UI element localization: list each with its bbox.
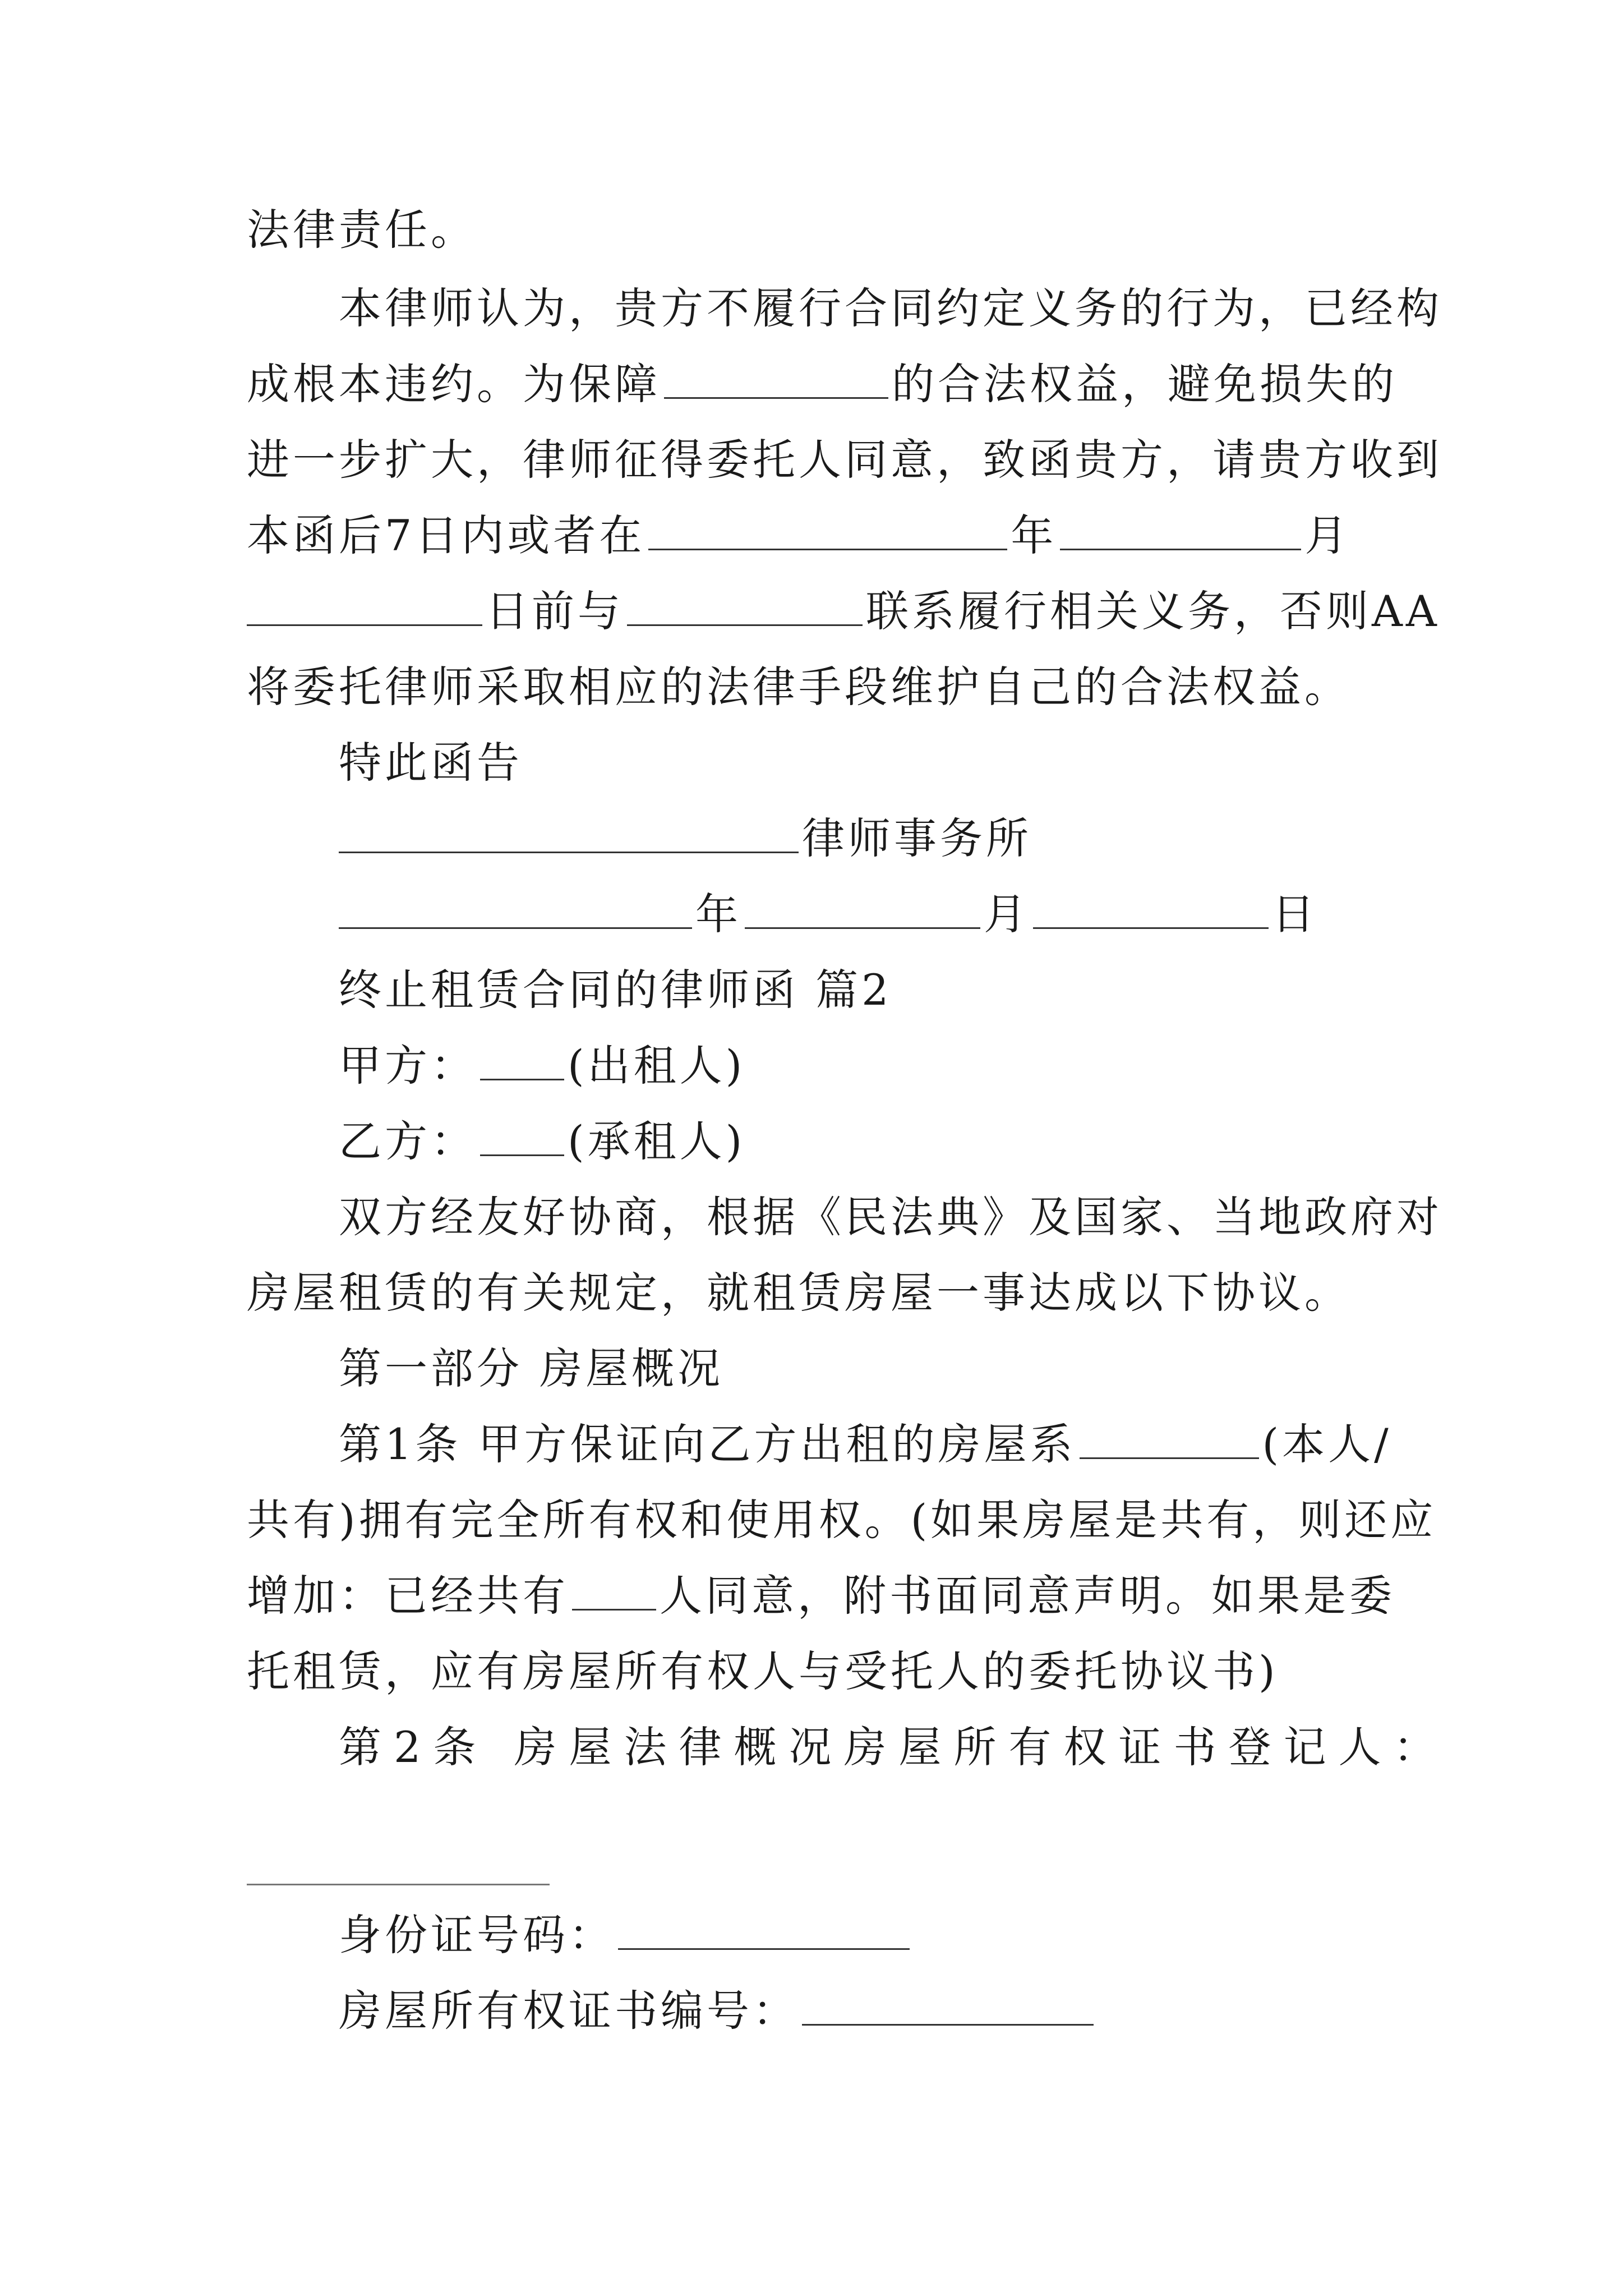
text-fragment: 日前与 bbox=[486, 586, 624, 636]
text-fragment: (出租人) bbox=[568, 1041, 746, 1091]
paragraph-line: 进一步扩大，律师征得委托人同意，致函贵方，请贵方收到 bbox=[247, 435, 1442, 485]
date-line bbox=[339, 884, 1385, 945]
fill-in-blank[interactable] bbox=[1033, 892, 1269, 929]
fill-in-blank[interactable] bbox=[1060, 514, 1301, 550]
text-fragment: 律师事务所 bbox=[802, 813, 1032, 863]
fill-in-blank[interactable] bbox=[480, 1044, 564, 1080]
text-fragment: 房屋所有权证书编号： bbox=[339, 1986, 799, 2036]
paragraph-line: 本律师认为，贵方不履行合同约定义务的行为，已经构 bbox=[339, 283, 1442, 333]
paragraph-line: 第2条 房屋法律概况房屋所有权证书登记人： bbox=[339, 1722, 1449, 1772]
paragraph-line: 房屋租赁的有关规定，就租赁房屋一事达成以下协议。 bbox=[247, 1268, 1350, 1318]
text-fragment: (承租人) bbox=[568, 1116, 746, 1166]
text-fragment: 年 bbox=[1011, 510, 1057, 560]
fill-in-blank[interactable] bbox=[339, 817, 799, 853]
paragraph-line bbox=[247, 353, 1398, 415]
paragraph-line bbox=[247, 505, 1385, 567]
paragraph-line: 双方经友好协商，根据《民法典》及国家、当地政府对 bbox=[339, 1192, 1442, 1242]
section-heading: 终止租赁合同的律师函 篇2 bbox=[339, 965, 892, 1015]
paragraph-line: 托租赁，应有房屋所有权人与受托人的委托协议书) bbox=[247, 1646, 1279, 1696]
fill-in-blank[interactable] bbox=[802, 1989, 1094, 2026]
fill-in-blank[interactable] bbox=[480, 1120, 564, 1156]
text-fragment: 月 bbox=[1304, 510, 1351, 560]
text-fragment: 成根本违约。为保障 bbox=[247, 359, 661, 409]
fill-in-blank[interactable] bbox=[1080, 1423, 1259, 1459]
text-fragment: 联系履行相关义务，否则AA bbox=[866, 586, 1440, 636]
paragraph-line: 法律责任。 bbox=[247, 205, 477, 255]
fill-in-blank[interactable] bbox=[664, 362, 888, 399]
fill-in-blank[interactable] bbox=[745, 892, 980, 929]
paragraph-line bbox=[339, 1904, 1385, 1966]
fill-in-blank[interactable] bbox=[618, 1913, 910, 1950]
fill-in-blank[interactable] bbox=[247, 1884, 550, 1885]
fill-in-blank[interactable] bbox=[247, 590, 482, 626]
section-heading: 第一部分 房屋概况 bbox=[339, 1343, 724, 1393]
text-fragment: 增加：已经共有 bbox=[247, 1571, 569, 1621]
paragraph-line bbox=[247, 581, 1440, 642]
text-fragment: 的合法权益，避免损失的 bbox=[892, 359, 1398, 409]
paragraph-line: 将委托律师采取相应的法律手段维护自己的合法权益。 bbox=[247, 662, 1350, 712]
text-fragment: 人同意，附书面同意声明。如果是委 bbox=[660, 1571, 1395, 1621]
paragraph-line bbox=[247, 1565, 1395, 1627]
fill-in-blank[interactable] bbox=[627, 590, 863, 626]
fill-in-blank[interactable] bbox=[572, 1574, 656, 1611]
fill-in-blank[interactable] bbox=[339, 892, 692, 929]
paragraph-line: 共有)拥有完全所有权和使用权。(如果房屋是共有，则还应 bbox=[247, 1495, 1437, 1545]
text-fragment: 本函后7日内或者在 bbox=[247, 510, 645, 560]
paragraph-line bbox=[339, 1414, 1392, 1475]
text-fragment: 年 bbox=[695, 889, 741, 939]
text-fragment: 乙方： bbox=[339, 1116, 477, 1166]
fill-in-blank[interactable] bbox=[648, 514, 1007, 550]
text-fragment: 月 bbox=[984, 889, 1030, 939]
signature-line bbox=[339, 808, 1385, 869]
paragraph-line: 特此函告 bbox=[339, 738, 523, 788]
paragraph-line bbox=[339, 1035, 1385, 1097]
paragraph-line bbox=[339, 1111, 1385, 1172]
text-fragment: 日 bbox=[1272, 889, 1318, 939]
text-fragment: 身份证号码： bbox=[339, 1910, 615, 1960]
text-fragment: 第1条 甲方保证向乙方出租的房屋系 bbox=[339, 1419, 1076, 1469]
paragraph-line bbox=[339, 1980, 1385, 2042]
text-fragment: (本人/ bbox=[1262, 1419, 1392, 1469]
text-fragment: 甲方： bbox=[339, 1041, 477, 1091]
